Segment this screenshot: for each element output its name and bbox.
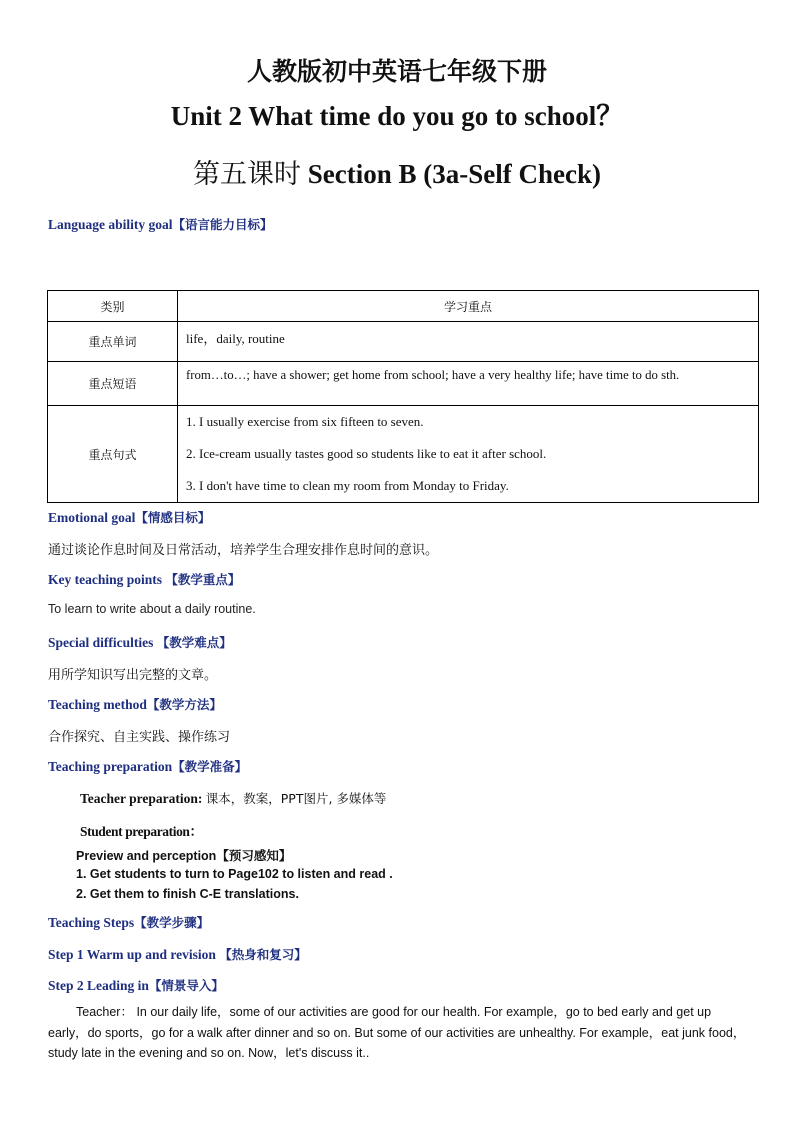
preview-item: 2. Get them to finish C-E translations.: [76, 887, 299, 901]
key-sentence: 1. I usually exercise from six fifteen to seven.: [186, 414, 424, 429]
heading-cn: 【教学难点】: [156, 635, 232, 650]
preview-item: 1. Get students to turn to Page102 to listen and read .: [76, 867, 393, 881]
teacher-preparation: [80, 789, 386, 807]
heading-en: Language ability goal: [48, 217, 173, 232]
heading-en: Key teaching points: [48, 572, 163, 587]
key-points-heading: [48, 570, 240, 588]
key-points-text: To learn to write about a daily routine.: [48, 602, 256, 616]
key-sentence: 3. I don't have time to clean my room from Monday to Friday.: [186, 478, 509, 493]
heading-cn: 【教学步骤】: [134, 915, 210, 930]
table-row: [48, 322, 759, 362]
heading-en: Emotional goal: [48, 510, 136, 525]
heading-en: Teaching Steps: [48, 915, 135, 930]
language-goal-heading: [48, 215, 273, 233]
table-row: [48, 362, 759, 406]
table-header-category: 类别: [48, 291, 178, 322]
table-row-label: 重点句式: [48, 406, 178, 503]
step1-heading: [48, 945, 307, 963]
table-header-row: [48, 291, 759, 322]
table-row-value: life，daily, routine: [178, 322, 759, 362]
step2-heading: [48, 976, 224, 994]
table-header-focus: 学习重点: [178, 291, 759, 322]
table-row-label: 重点单词: [48, 322, 178, 362]
teacher-preparation-value: 课本，教案，PPT图片, 多媒体等: [205, 791, 387, 806]
preview-heading: Preview and perception【预习感知】: [76, 849, 292, 863]
section-label-chinese: 第五课时: [193, 159, 302, 189]
table-row-sentences: [178, 406, 759, 503]
teacher-preparation-label: Teacher preparation:: [80, 791, 203, 806]
heading-cn: 【教学准备】: [172, 759, 248, 774]
table-row-value: from…to…; have a shower; get home from school; have a very healthy life; have time to do sth.: [178, 362, 759, 406]
heading-cn: 【教学方法】: [146, 697, 222, 712]
table-row: [48, 406, 759, 503]
heading-cn: 【情感目标】: [135, 510, 211, 525]
heading-en: Teaching preparation: [48, 759, 173, 774]
learning-focus-table: [47, 290, 759, 503]
key-sentence: 2. Ice-cream usually tastes good so students like to eat it after school.: [186, 446, 547, 461]
unit-title: Unit 2 What time do you go to school？: [170, 101, 624, 131]
difficulties-text: 用所学知识写出完整的文章。: [48, 668, 218, 683]
student-preparation-label: Student preparation：: [80, 824, 203, 839]
document-title-chinese: 人教版初中英语七年级下册: [246, 57, 547, 86]
emotional-goal-heading: [48, 508, 210, 526]
emotional-goal-text: 通过谈论作息时间及日常活动，培养学生合理安排作息时间的意识。: [48, 543, 439, 558]
heading-cn: 【热身和复习】: [219, 947, 307, 962]
method-heading: [48, 695, 222, 713]
heading-cn: 【语言能力目标】: [172, 217, 273, 232]
heading-cn: 【情景导入】: [148, 978, 224, 993]
heading-cn: 【教学重点】: [165, 572, 241, 587]
preparation-heading: [48, 757, 247, 775]
teacher-dialogue: Teacher： In our daily life，some of our activities are good for our health. For example，go to bed early and get up early，do sports，go for a walk after dinner and so on. But some of our activities are unhealthy. For example，eat junk food，study late in the evening and so on. Now，let's discuss it..: [48, 1005, 746, 1060]
heading-en: Special difficulties: [48, 635, 154, 650]
section-label-english: Section B (3a-Self Check): [307, 159, 601, 189]
heading-en: Step 1 Warm up and revision: [48, 947, 216, 962]
teaching-steps-heading: [48, 913, 209, 931]
heading-en: Teaching method: [48, 697, 147, 712]
section-title: [0, 152, 794, 191]
difficulties-heading: [48, 633, 232, 651]
heading-en: Step 2 Leading in: [48, 978, 149, 993]
method-text: 合作探究、自主实践、操作练习: [48, 730, 231, 745]
table-row-label: 重点短语: [48, 362, 178, 406]
